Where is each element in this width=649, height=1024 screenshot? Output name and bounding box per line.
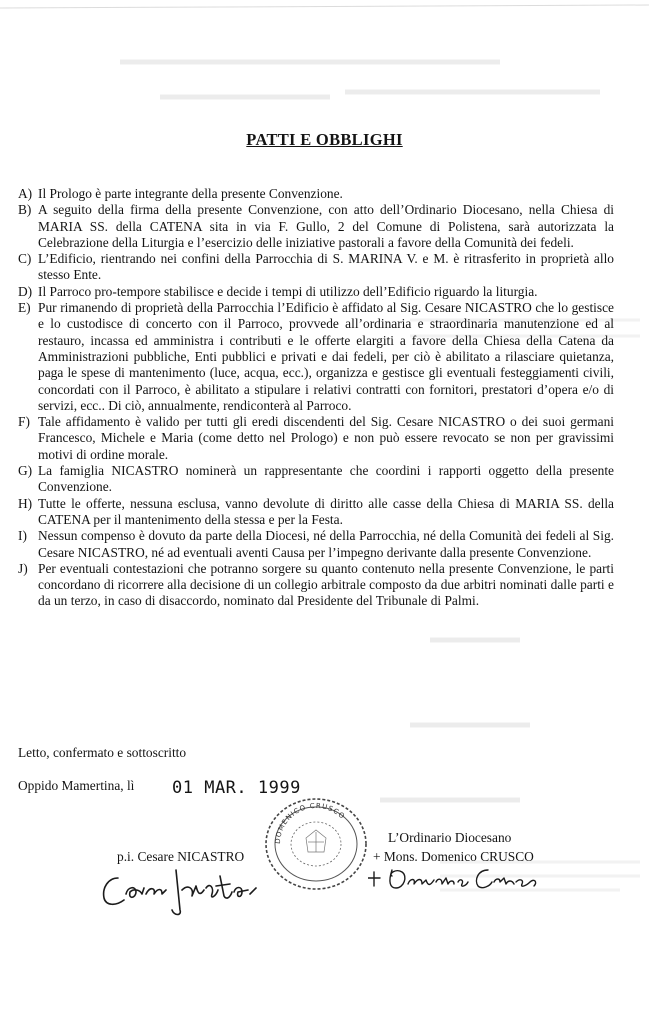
clause-letter: E): [18, 300, 31, 316]
clause-i: [18, 528, 614, 561]
clause-text: La famiglia NICASTRO nominerà un rappresentante che coordini i rapporti oggetto della presente Convenzione.: [38, 463, 614, 495]
clause-letter: J): [18, 560, 28, 576]
clause-letter: I): [18, 528, 27, 544]
handwritten-signature-nicastro: [96, 860, 286, 920]
clause-b: [18, 202, 614, 251]
clause-letter: A): [18, 186, 33, 201]
clause-list: [18, 186, 614, 610]
clause-text: Pur rimanendo di proprietà della Parrocchia l’Edificio è affidato al Sig. Cesare NICASTRO che lo gestisce e lo custodisce di concerto con il Parroco, provvede all’ordinaria e straordinaria manutenzione ed al restauro, incassa ed amministra i contributi e le offerte elargiti a favore della Chiesa della Catena da Amministrazioni pubbliche, Enti pubblici e privati e dai fedeli, per ciò è abilitato a rilasciare quietanza, paga le spese di mantenimento (luce, acqua, ecc.), organizza e gestisce gli eventuali festeggiamenti civili, concordati con il Parroco, è abilitato a stipulare i relativi contratti con fornitori, prestatori d’opera e/o di servizi, ecc.. Di ciò, annualmente, rendiconterà al Parroco.: [38, 300, 614, 413]
clause-text: Per eventuali contestazioni che potranno sorgere su quanto contenuto nella presente Convenzione, le parti concordano di ricorrere alla decisione di un collegio arbitrale composto da due arbitri nominati dalle parti e da un terzo, in caso di disaccordo, nominato dal Presidente del Tribunale di Palmi.: [38, 560, 614, 609]
clause-e: [18, 300, 614, 414]
date-stamp: 01 MAR. 1999: [172, 778, 301, 798]
closing-formula: Letto, confermato e sottoscritto: [18, 745, 187, 760]
clause-j: [18, 561, 614, 610]
clause-f: [18, 414, 614, 463]
clause-letter: G): [18, 463, 33, 479]
seal-text: DOMENICO CRUSCO: [273, 801, 347, 845]
clause-g: [18, 463, 614, 496]
clause-text: Tale affidamento è valido per tutti gli eredi discendenti del Sig. Cesare NICASTRO o dei suoi germani Francesco, Michele e Maria (come detto nel Prologo) e non può essere revocato se non per gravissimi motivi di ordine morale.: [38, 414, 614, 462]
clause-letter: C): [18, 251, 32, 267]
signatory-left-name: p.i. Cesare NICASTRO: [117, 849, 245, 864]
clause-text: Il Prologo è parte integrante della presente Convenzione.: [38, 186, 343, 201]
signatory-right-title: L’Ordinario Diocesano: [388, 830, 512, 845]
clause-c: [18, 251, 614, 284]
clause-a: [18, 186, 614, 202]
handwritten-signature-crusco: [368, 862, 558, 898]
clause-d: [18, 284, 614, 300]
clause-text: Nessun compenso è dovuto da parte della Diocesi, né della Parrocchia, né della Comunità dei fedeli al Sig. Cesare NICASTRO, né ad eventuali aventi Causa per l’impegno derivante dalla presente Convenzione.: [38, 528, 614, 560]
clause-letter: F): [18, 414, 30, 430]
clause-text: Il Parroco pro-tempore stabilisce e decide i tempi di utilizzo dell’Edificio riguardo la liturgia.: [38, 283, 538, 299]
clause-letter: B): [18, 202, 32, 218]
clause-text: L’Edificio, rientrando nei confini della Parrocchia di S. MARINA V. e M. è ritrasferito in proprietà allo stesso Ente.: [38, 251, 614, 283]
place-line: Oppido Mamertina, lì: [18, 778, 135, 793]
clause-letter: D): [18, 283, 33, 299]
document-title: PATTI E OBBLIGHI: [246, 130, 403, 149]
clause-text: A seguito della firma della presente Convenzione, con atto dell’Ordinario Diocesano, nella Chiesa di MARIA SS. della CATENA sita in via F. Gullo, 2 del Comune di Polistena, sarà autorizzata la Celebrazione della Liturgia e l’esercizio delle iniziative pastorali a favore della Comunità dei fedeli.: [38, 202, 614, 250]
clause-h: [18, 496, 614, 529]
clause-text: Tutte le offerte, nessuna esclusa, vanno devolute di diritto alle casse della Chiesa di MARIA SS. della CATENA per il mantenimento della stessa e per la Festa.: [38, 495, 614, 527]
clause-letter: H): [18, 495, 33, 511]
signatory-right-name: + Mons. Domenico CRUSCO: [373, 849, 534, 864]
